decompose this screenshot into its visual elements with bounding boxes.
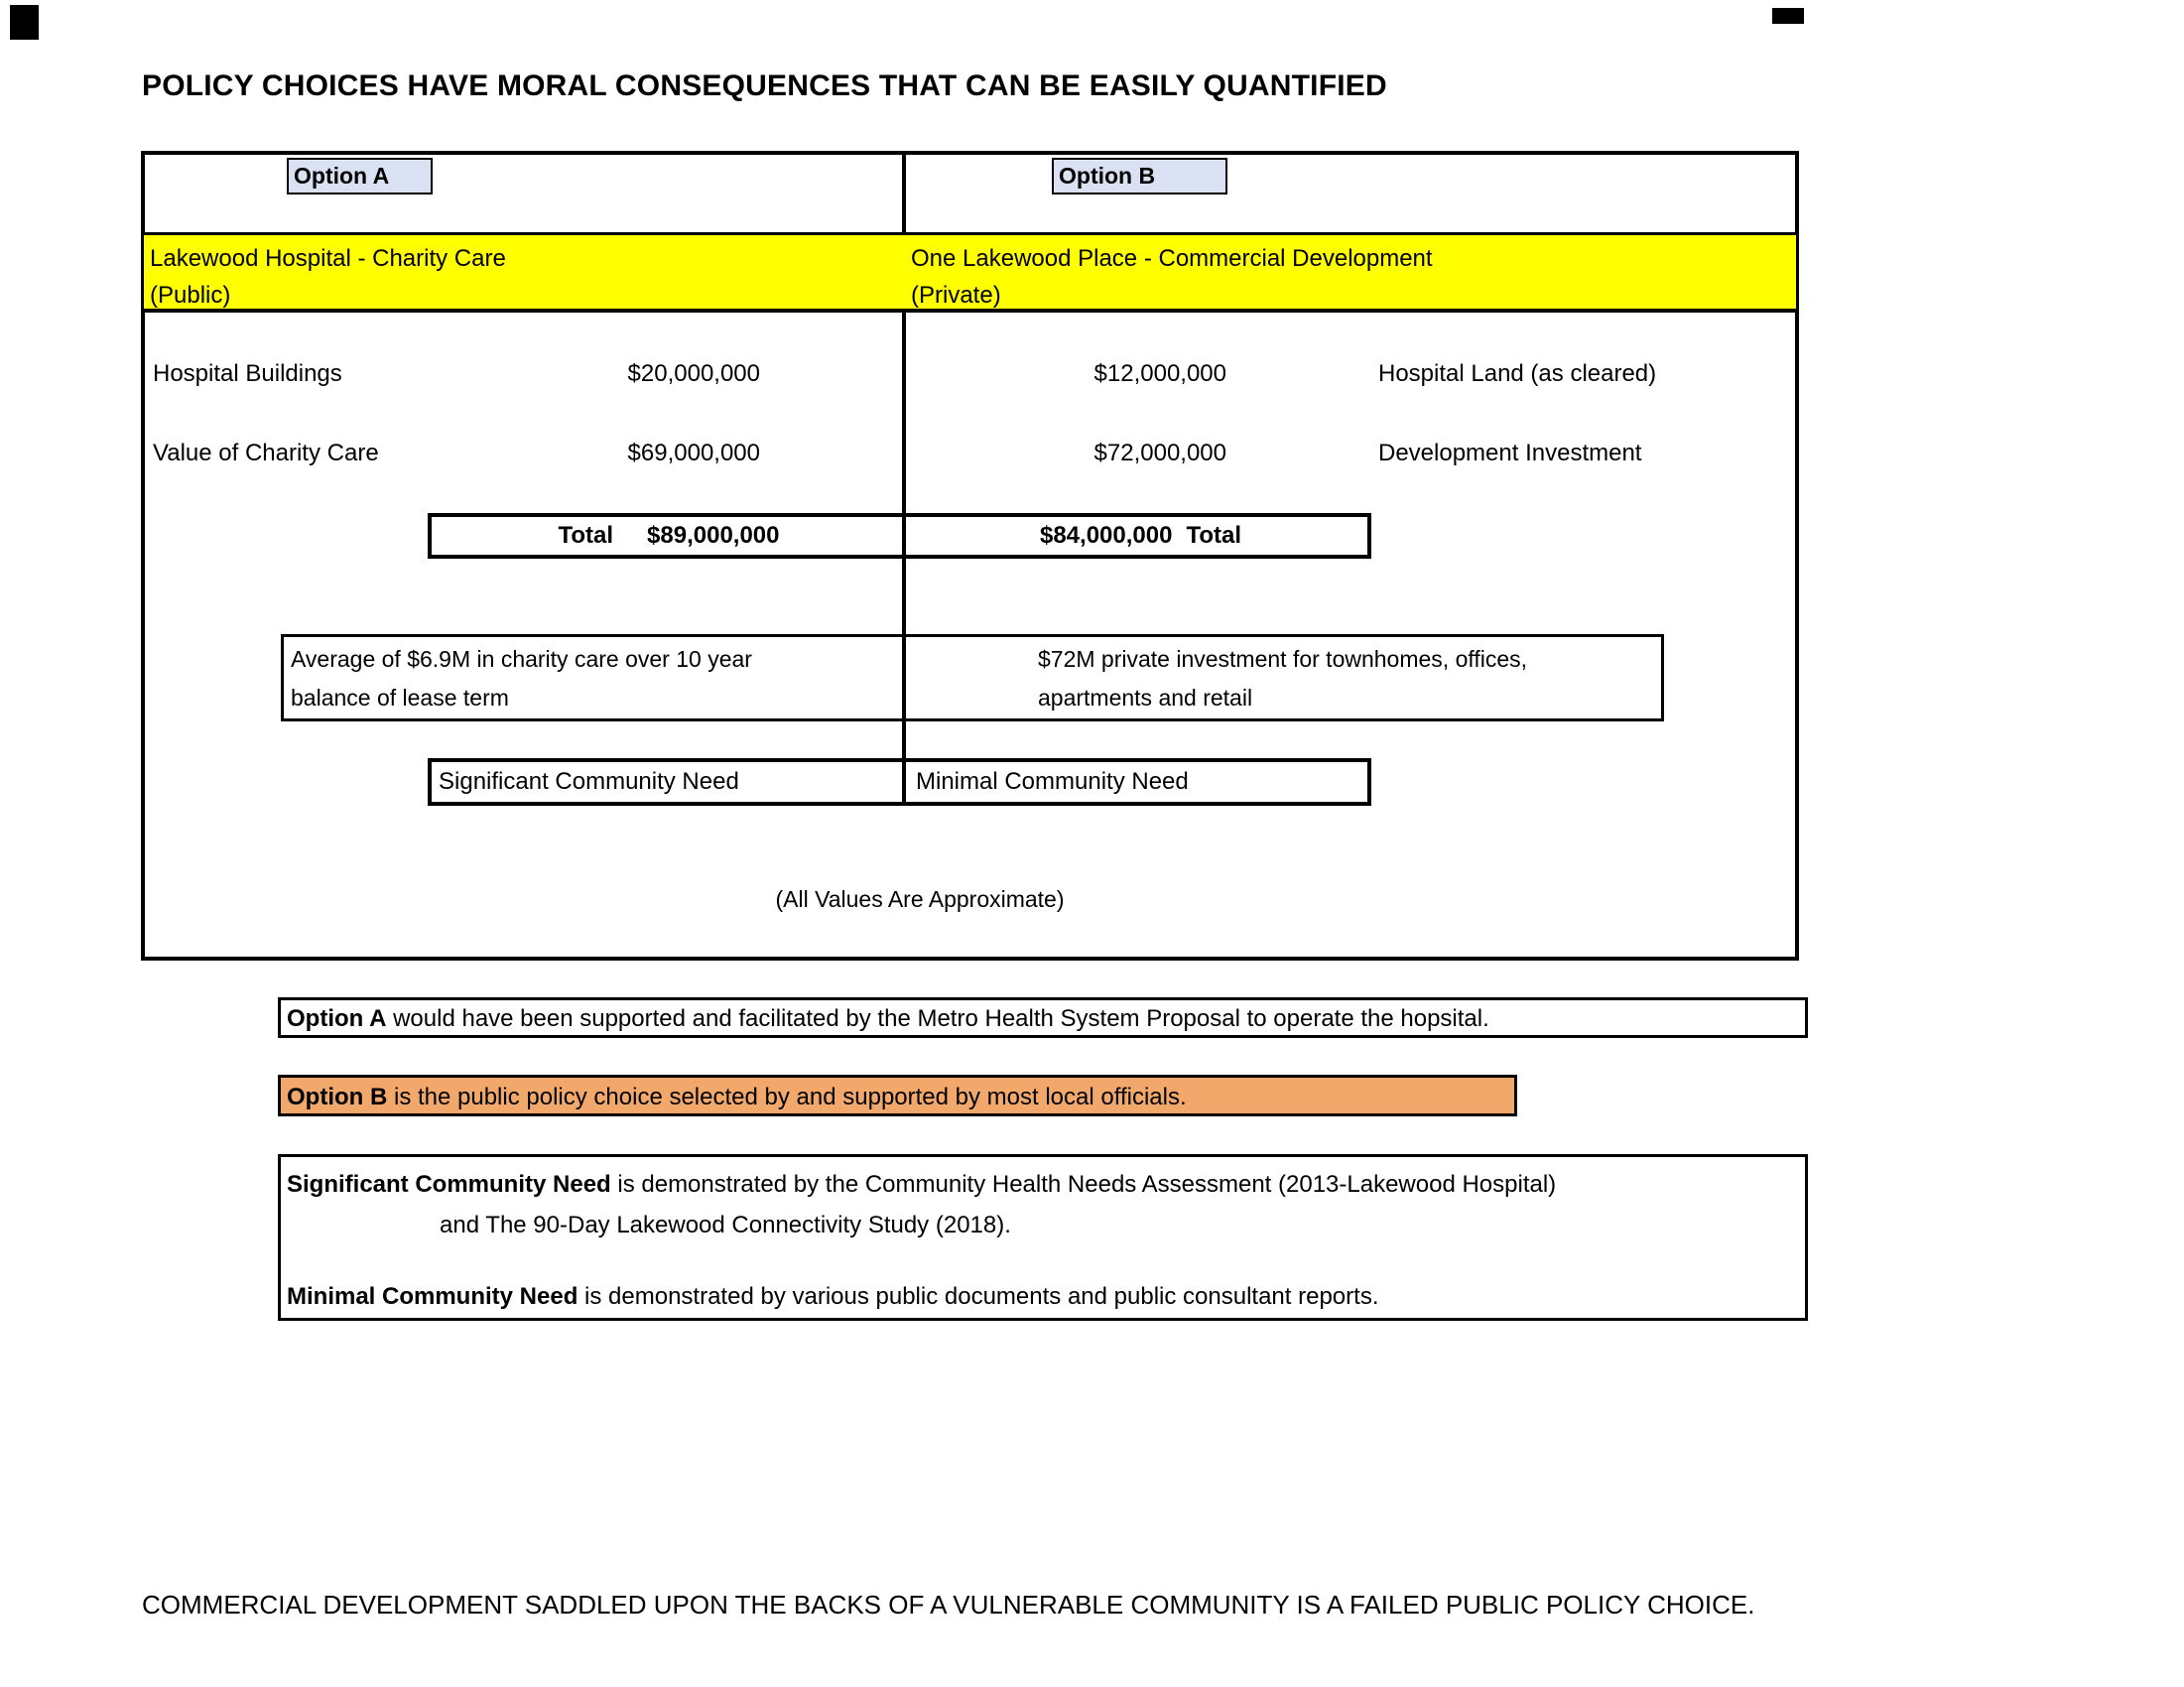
option-b-callout-text: is the public policy choice selected by and supported by most local officials. (387, 1084, 1187, 1110)
option-b-callout-bold: Option B (287, 1084, 388, 1110)
significant-need-bold: Significant Community Need (287, 1171, 611, 1198)
hospital-land-label: Hospital Land (as cleared) (1378, 360, 1657, 387)
option-a-callout-bold: Option A (287, 1005, 387, 1032)
option-a-total (432, 517, 906, 555)
option-b-total-value: $84,000,000 (1039, 522, 1173, 549)
option-a-tab: Option A (287, 158, 433, 195)
option-b-callout (278, 1075, 1517, 1116)
minimal-need-bold: Minimal Community Need (287, 1283, 578, 1310)
option-a-total-label: Total (558, 522, 614, 549)
significant-need-explanation-line2: and The 90-Day Lakewood Connectivity Study (2018). (440, 1212, 1011, 1238)
charity-care-label: Value of Charity Care (153, 440, 379, 466)
option-b-tab: Option B (1052, 158, 1227, 195)
approx-values-note: (All Values Are Approximate) (775, 886, 1065, 912)
option-b-header-line1: One Lakewood Place - Commercial Development (911, 245, 1433, 272)
comparison-table (141, 151, 1799, 961)
option-a-callout-text: would have been supported and facilitated by the Metro Health System Proposal to operate the hopsital. (386, 1005, 1489, 1032)
option-a-note-box (281, 634, 906, 721)
total-box (428, 513, 1371, 559)
development-investment-label: Development Investment (1378, 440, 1642, 466)
option-a-total-value: $89,000,000 (647, 522, 780, 549)
option-a-header-line2: (Public) (150, 282, 231, 309)
significant-need-explanation (287, 1171, 1556, 1199)
option-b-note-line2: apartments and retail (1038, 685, 1253, 711)
option-a-header (150, 235, 506, 314)
charity-care-value: $69,000,000 (627, 440, 760, 466)
option-b-header (911, 235, 1433, 314)
option-b-header-line2: (Private) (911, 282, 1001, 309)
minimal-need-cell: Minimal Community Need (916, 768, 1189, 795)
hospital-land-value: $12,000,000 (1093, 360, 1226, 387)
community-need-explanation-box (278, 1154, 1808, 1321)
minimal-need-explanation (287, 1283, 1378, 1311)
option-a-header-line1: Lakewood Hospital - Charity Care (150, 245, 506, 272)
highlight-header-band (144, 232, 1796, 313)
corner-mark-top-left (10, 5, 39, 40)
option-a-note-line2: balance of lease term (291, 685, 509, 711)
option-b-note-line1: $72M private investment for townhomes, offices, (1038, 646, 1528, 672)
page-title: POLICY CHOICES HAVE MORAL CONSEQUENCES THAT CAN BE EASILY QUANTIFIED (142, 69, 1387, 102)
corner-mark-top-right (1772, 8, 1804, 24)
significant-need-text: is demonstrated by the Community Health Needs Assessment (2013-Lakewood Hospital) (610, 1171, 1557, 1198)
community-need-row (428, 758, 1371, 806)
option-a-note-line1: Average of $6.9M in charity care over 10 year (291, 646, 752, 672)
option-a-callout (278, 997, 1808, 1038)
hospital-buildings-value: $20,000,000 (627, 360, 760, 387)
option-b-total (909, 517, 1372, 555)
footer-statement: COMMERCIAL DEVELOPMENT SADDLED UPON THE BACKS OF A VULNERABLE COMMUNITY IS A FAILED PUBLIC POLICY CHOICE. (142, 1590, 1755, 1620)
option-b-note-box (902, 634, 1664, 721)
development-investment-value: $72,000,000 (1093, 440, 1226, 466)
minimal-need-text: is demonstrated by various public documents and public consultant reports. (578, 1283, 1379, 1310)
significant-need-cell: Significant Community Need (439, 768, 739, 795)
hospital-buildings-label: Hospital Buildings (153, 360, 342, 387)
option-b-total-label: Total (1186, 522, 1241, 549)
